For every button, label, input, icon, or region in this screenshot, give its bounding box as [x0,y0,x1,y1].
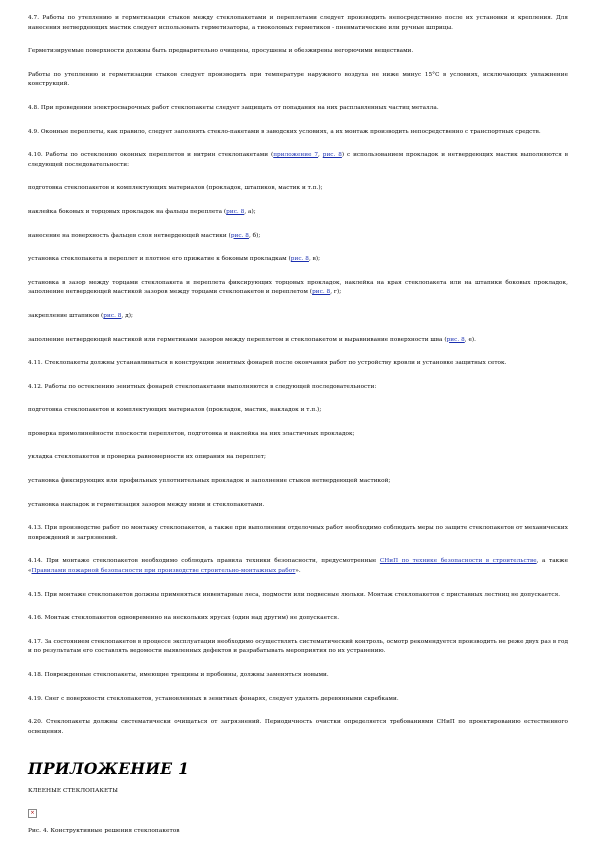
paragraph-4-15: 4.15. При монтаже стеклопакетов должны применяться инвентарные леса, подмости или подвесные люльки. Монтаж стеклопакетов с приставных лестниц не допускается. [28,591,561,598]
step-apply-mastic: нанесение на поверхность фальцев слоя нетвердеющей мастики (рис. 8, б); [28,232,261,239]
paragraph-4-12: 4.12. Работы по остеклению зенитных фонарей стеклопакетами выполняются в следующей последовательности: [28,383,377,390]
step-glue-gaskets: наклейка боковых и торцовых прокладок на фальцы переплета (рис. 8, а); [28,208,256,215]
link-fig-8e[interactable]: рис. 8 [446,336,465,343]
link-fire-safety-rules[interactable]: Правилами пожарной безопасности при производстве строительно-монтажных работ [31,568,296,575]
link-fig-8b[interactable]: рис. 8 [230,232,249,239]
step-fix-beads: закрепление штапиков (рис. 8, д); [28,312,133,319]
paragraph-surfaces: Герметизируемые поверхности должны быть предварительно очищены, просушены и обезжирены негорючими веществами. [28,48,414,55]
step-skylight-lay: укладка стеклопакетов и проверка равномерности их опирания на переплет; [28,454,266,461]
paragraph-4-8: 4.8. При проведении электросварочных работ стеклопакеты следует защищать от попадания на них расплавленных частиц металла. [28,104,439,111]
paragraph-4-9: 4.9. Оконные переплеты, как правило, следует заполнять стекло-пакетами в заводских условиях, а их монтаж производить непосредственно с транспортных средств. [28,128,541,135]
paragraph-4-20: 4.20. Стеклопакеты должны систематически очищаться от загрязнений. Периодичность очистки определяется требованиями СНиП по проектированию естественного освещения. [28,719,568,735]
appendix-subtitle: КЛЕЕНЫЕ СТЕКЛОПАКЕТЫ [28,788,118,795]
paragraph-4-19: 4.19. Снег с поверхности стеклопакетов, установленных в зенитных фонарях, следует удалять деревянными скребками. [28,695,399,702]
step-skylight-check: проверка прямолинейности плоскости переплетов, подготовка и наклейка на них эластичных прокладок; [28,430,355,437]
link-fig-8[interactable]: рис. 8 [322,152,342,159]
step-prepare-materials: подготовка стеклопакетов и комплектующих материалов (прокладок, штапиков, мастик и т.п.); [28,185,323,192]
step-fixing-gaskets: установка в зазор между торцами стеклопакета и переплета фиксирующих торцовых прокладок, наклейка на края стеклопакета или на штапики боковых прокладок, заполнение нетвердеющей мастикой зазоров между торцами стеклопакетов и переплетом (рис. 8, г); [28,279,568,296]
step-skylight-overlays: установка накладок и герметизация зазоров между ними и стеклопакетами. [28,501,265,508]
link-fig-8v[interactable]: рис. 8 [290,256,309,263]
link-fig-8d[interactable]: рис. 8 [103,312,122,319]
paragraph-4-13: 4.13. При производстве работ по монтажу стеклопакетов, а также при выполнении отделочных работ необходимо соблюдать меры по защите стеклопакетов от механических повреждений и загрязнений. [28,525,568,541]
appendix-title: ПРИЛОЖЕНИЕ 1 [28,759,190,779]
paragraph-4-17: 4.17. За состоянием стеклопакетов в процессе эксплуатации необходимо осуществлять систематический контроль, осмотр рекомендуется производить не реже двух раз в год и по результатам его составлять ведомости выявленных дефектов и разрабатывать мероприятия по их устранению. [28,638,568,655]
link-appendix-7[interactable]: приложение 7 [273,152,319,159]
step-fill-gaps: заполнение нетвердеющей мастикой или герметиками зазоров между переплетом и стеклопакетом и выравнивание поверхности шва (рис. 8, е). [28,336,477,343]
paragraph-temperature: Работы по утеплению и герметизации стыков следует производить при температуре наружного воздуха не ниже минус 15°С в условиях, исключающих увлажнение конструкций. [28,71,568,88]
document-body [28,14,568,837]
step-install-glazing-unit: установка стеклопакета в переплет и плотное его прижатие к боковым прокладкам (рис. 8, в); [28,256,321,263]
step-skylight-gaskets: установка фиксирующих или профильных уплотнительных прокладок и заполнение стыков нетвердеющей мастикой; [28,478,391,485]
link-fig-8a[interactable]: рис. 8 [226,208,245,215]
broken-image-icon: × [28,809,37,818]
paragraph-4-16: 4.16. Монтаж стеклопакетов одновременно на нескольких ярусах (один над другим) не допускается. [28,615,340,622]
figure-caption: Рис. 4. Конструктивные решения стеклопакетов [28,827,180,834]
paragraph-4-14: 4.14. При монтаже стеклопакетов необходимо соблюдать правила техники безопасности, предусмотренные СНиП по технике безопасности в строительстве, а также «Правилами пожарной безопасности при производстве строительно-монтажных работ». [28,558,568,575]
paragraph-4-10: 4.10. Работы по остеклению оконных переплетов и витрин стеклопакетами (приложение 7, рис. 8) с использованием прокладок и нетвердеющих мастик выполняются в следующей последовательности: [28,152,569,168]
paragraph-4-7: 4.7. Работы по утеплению и герметизации стыков между стеклопакетами и переплетами следует производить непосредственно после их установки и крепления. Для нанесения нетвердеющих мастик следует использовать герметизаторы, а тиоколовых герметиков - пневматические или ручные шприцы. [28,15,568,31]
link-fig-8g[interactable]: рис. 8 [312,289,331,296]
paragraph-4-11: 4.11. Стеклопакеты должны устанавливаться в конструкции зенитных фонарей после окончания работ по устройству кровли и установке защитных сеток. [28,360,507,367]
paragraph-4-18: 4.18. Поврежденные стеклопакеты, имеющие трещины и пробоины, должны заменяться новыми. [28,672,329,678]
link-snip-safety[interactable]: СНиП по технике безопасности в строительстве [379,558,537,565]
step-skylight-prepare: подготовка стеклопакетов и комплектующих материалов (прокладок, мастик, накладок и т.п.); [28,407,322,414]
